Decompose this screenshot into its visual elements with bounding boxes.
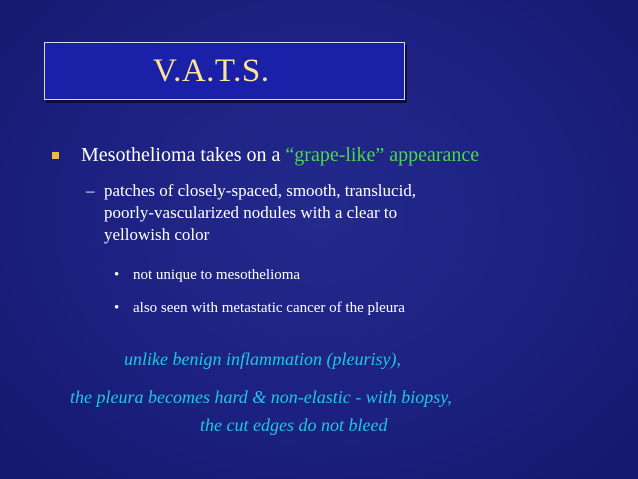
- note-line: the cut edges do not bleed: [200, 415, 388, 435]
- note-line: unlike benign inflammation (pleurisy),: [124, 349, 401, 369]
- sub-bullet-line: yellowish color: [104, 225, 210, 244]
- slide-title: V.A.T.S.: [153, 53, 270, 89]
- sub-bullet-line: patches of closely-spaced, smooth, translucid,: [104, 181, 417, 200]
- dot-bullet-icon: •: [114, 300, 120, 316]
- sub-sub-bullet-text: not unique to mesothelioma: [133, 267, 301, 283]
- sub-bullet-line: poorly-vascularized nodules with a clear to: [104, 203, 398, 222]
- bullet-highlight: “grape-like” appearance: [285, 144, 480, 166]
- square-bullet-icon: [52, 152, 59, 159]
- note-line: the pleura becomes hard & non-elastic - with biopsy,: [70, 387, 452, 407]
- sub-bullet-text: [104, 180, 564, 246]
- bullet-text: [81, 143, 479, 167]
- dot-bullet-icon: •: [114, 267, 120, 283]
- dash-bullet-icon: –: [86, 181, 95, 200]
- bullet-text-main: Mesothelioma takes on a: [81, 144, 286, 166]
- sub-sub-bullet-text: also seen with metastatic cancer of the pleura: [133, 300, 405, 316]
- title-box: [44, 42, 405, 100]
